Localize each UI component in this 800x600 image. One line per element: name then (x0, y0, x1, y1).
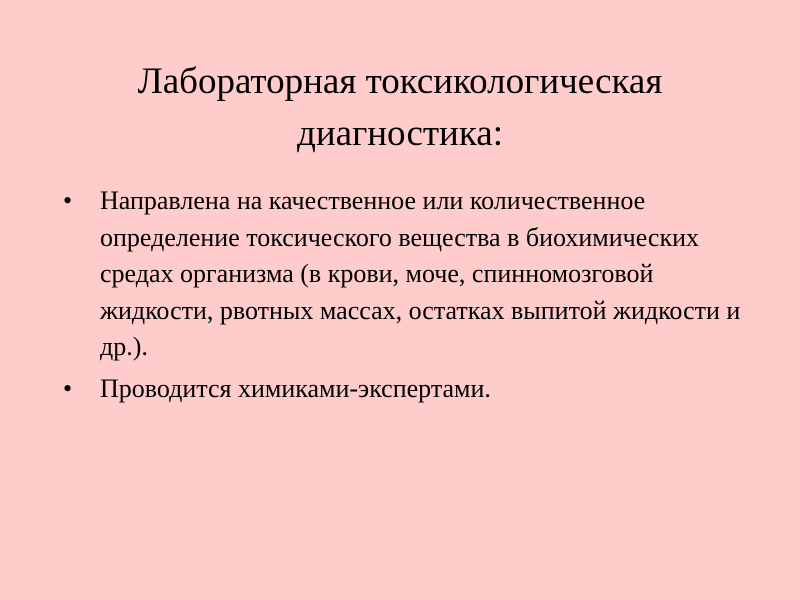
bullet-list (60, 183, 750, 412)
list-item (60, 183, 750, 366)
bullet-text: Направлена на качественное или количественное определение токсического вещества в биохимических средах организма (в крови, моче, спинномозговой жидкости, рвотных массах, остатках выпитой жидкости и др.). (100, 186, 741, 361)
bullet-icon: • (63, 186, 73, 215)
slide-title: Лабораторная токсикологическая диагностика: (137, 61, 663, 154)
bullet-icon: • (63, 373, 73, 403)
list-item (60, 371, 750, 408)
bullet-text: Проводится химиками-экспертами. (100, 373, 491, 403)
